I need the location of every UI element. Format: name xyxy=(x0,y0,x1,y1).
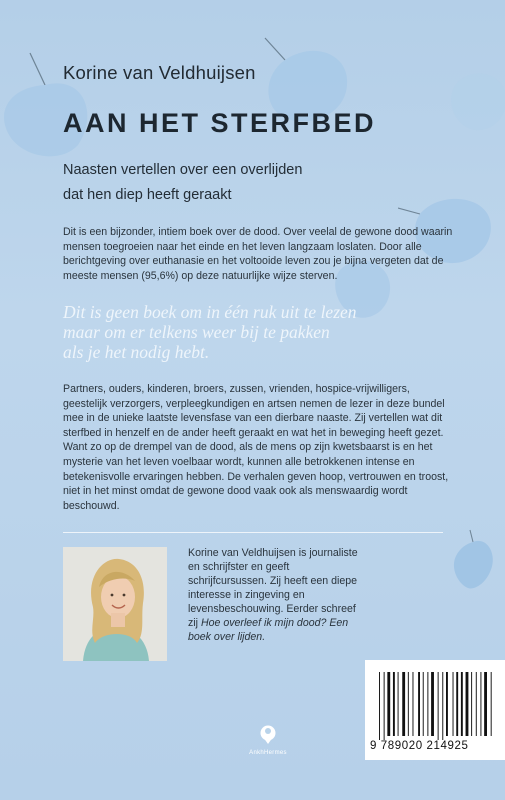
publisher-logo xyxy=(243,724,293,756)
description-paragraph: Partners, ouders, kinderen, broers, zussen, vrienden, hospice-vrijwilligers, geestelijk verzorgers, verpleegkundigen en artsen nemen de lezer in deze bundel mee in de unieke laatste levensfase van een dierbare naaste. Zij vertellen wat dit sterfbed in henzelf en de ander heeft geraakt en wat het in beweging heeft gezet. Want zo op de drempel van de dood, als de mens op zijn kwetsbaarst is en het mysterie van het leven voelbaar wordt, kunnen alle betrokkenen intense en betekenisvolle ervaringen hebben. De verhalen geven hoop, vertrouwen en troost, niet in het minst omdat de gewone dood vaak ook als menswaardig wordt beschouwd. xyxy=(63,383,449,512)
divider xyxy=(63,532,443,533)
barcode-bar xyxy=(471,672,472,736)
barcode xyxy=(365,660,505,760)
bio-text: Korine van Veldhuijsen is journaliste en schrijfster en geeft schrijfcursussen. Zij heeft een diepe interesse in zingeving en levensbeschouwing. Eerder schreef zij xyxy=(188,547,358,629)
barcode-bar xyxy=(393,672,395,736)
barcode-bar xyxy=(438,672,439,740)
barcode-bar xyxy=(446,672,448,736)
book-subtitle xyxy=(63,158,393,208)
barcode-bar xyxy=(480,672,481,736)
pull-quote xyxy=(63,302,423,362)
leaf-decoration xyxy=(448,528,498,593)
publisher-name: AnkhHermes xyxy=(249,750,287,756)
author-bio xyxy=(188,546,368,644)
barcode-bar xyxy=(476,672,477,736)
barcode-bar xyxy=(442,672,443,740)
barcode-bar xyxy=(398,672,399,736)
barcode-bar xyxy=(491,672,492,736)
quote-line: maar om er telkens weer bij te pakken xyxy=(63,322,330,342)
barcode-bar xyxy=(431,672,434,736)
subtitle-line: dat hen diep heeft geraakt xyxy=(63,187,232,203)
quote-line: Dit is geen boek om in één ruk uit te lezen xyxy=(63,302,357,322)
barcode-bar xyxy=(423,672,424,736)
barcode-bar xyxy=(427,672,428,736)
barcode-bar xyxy=(453,672,454,736)
intro-paragraph: Dit is een bijzonder, intiem boek over de dood. Over veelal de gewone dood waarin mensen toegroeien naar het einde en het leven langzaam loslaten. Door alle berichtgeving over euthanasie en het voltooide leven zou je bijna vergeten dat de meeste mensen (95,6%) op deze natuurlijke wijze sterven. xyxy=(63,226,453,282)
barcode-bars xyxy=(365,660,505,740)
barcode-bar xyxy=(456,672,458,736)
barcode-bar xyxy=(379,672,380,740)
barcode-bar xyxy=(466,672,469,736)
barcode-bar xyxy=(461,672,463,736)
leaf-decoration xyxy=(440,60,505,140)
barcode-bar xyxy=(384,672,385,740)
author-photo xyxy=(63,547,167,661)
barcode-bar xyxy=(484,672,487,736)
barcode-bar xyxy=(387,672,390,736)
barcode-bar xyxy=(413,672,414,736)
isbn-number: 9 789020 214925 xyxy=(370,740,469,752)
barcode-bar xyxy=(408,672,409,736)
ankh-icon xyxy=(257,724,279,744)
barcode-bar xyxy=(418,672,420,736)
quote-line: als je het nodig hebt. xyxy=(63,342,210,362)
book-title: AAN HET STERFBED xyxy=(63,108,377,138)
bio-book-title: Hoe overleef ik mijn dood? Een boek over lijden. xyxy=(188,617,349,643)
subtitle-line: Naasten vertellen over een overlijden xyxy=(63,162,303,178)
barcode-bar xyxy=(402,672,405,736)
author-name: Korine van Veldhuijsen xyxy=(63,62,256,83)
